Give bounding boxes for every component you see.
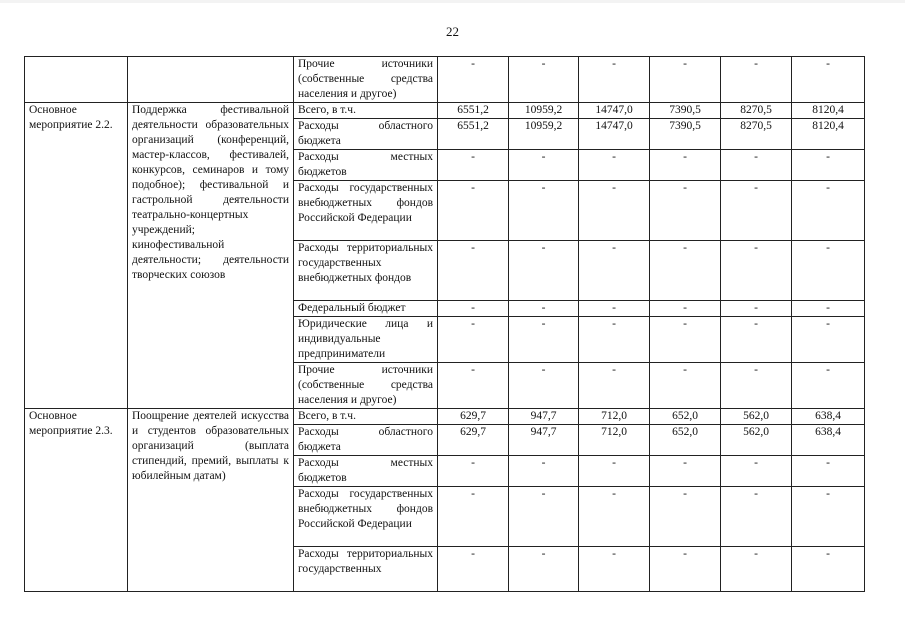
value-cell: -	[509, 317, 579, 363]
value-cell: -	[579, 57, 650, 103]
value-cell: -	[650, 363, 721, 409]
value-cell: -	[792, 181, 865, 241]
value-cell: -	[792, 241, 865, 301]
value-cell: -	[579, 301, 650, 317]
value-cell: 652,0	[650, 425, 721, 456]
value-cell: -	[650, 317, 721, 363]
value-cell: -	[721, 487, 792, 547]
funding-table	[24, 56, 865, 592]
value-cell: 947,7	[509, 425, 579, 456]
value-cell: -	[509, 241, 579, 301]
scan-edge	[0, 0, 905, 3]
table-row	[25, 103, 865, 119]
value-cell: -	[579, 547, 650, 592]
page-number: 22	[446, 24, 459, 39]
value-cell: 10959,2	[509, 119, 579, 150]
value-cell: -	[438, 150, 509, 181]
value-cell: -	[438, 241, 509, 301]
value-cell: -	[509, 57, 579, 103]
value-cell: -	[650, 57, 721, 103]
value-cell: 14747,0	[579, 119, 650, 150]
value-cell: -	[650, 150, 721, 181]
measure-description-cell: Поощрение деятелей искусства и студентов образовательных организаций (выплата стипендий, премий, выплаты к юбилейным датам)	[128, 409, 294, 592]
funding-source-cell: Юридические лица и индивидуальные предприниматели	[294, 317, 438, 363]
value-cell: 6551,2	[438, 119, 509, 150]
measure-description-cell	[128, 57, 294, 103]
value-cell: 947,7	[509, 409, 579, 425]
funding-source-cell: Расходы государственных внебюджетных фондов Российской Федерации	[294, 487, 438, 547]
value-cell: -	[579, 456, 650, 487]
value-cell: -	[650, 301, 721, 317]
measure-name-cell	[25, 57, 128, 103]
value-cell: -	[721, 150, 792, 181]
value-cell: 8270,5	[721, 103, 792, 119]
value-cell: -	[509, 487, 579, 547]
value-cell: -	[650, 456, 721, 487]
value-cell: -	[579, 241, 650, 301]
value-cell: 8120,4	[792, 119, 865, 150]
value-cell: -	[721, 181, 792, 241]
value-cell: 562,0	[721, 409, 792, 425]
value-cell: 638,4	[792, 425, 865, 456]
value-cell: -	[509, 150, 579, 181]
value-cell: -	[438, 181, 509, 241]
value-cell: -	[721, 317, 792, 363]
value-cell: -	[721, 241, 792, 301]
value-cell: -	[579, 317, 650, 363]
value-cell: 562,0	[721, 425, 792, 456]
funding-source-cell: Расходы государственных внебюджетных фондов Российской Федерации	[294, 181, 438, 241]
value-cell: 10959,2	[509, 103, 579, 119]
value-cell: -	[721, 301, 792, 317]
table-body	[25, 57, 865, 592]
value-cell: -	[579, 150, 650, 181]
value-cell: 7390,5	[650, 103, 721, 119]
funding-source-cell: Прочие источники (собственные средства населения и другое)	[294, 57, 438, 103]
funding-source-cell: Расходы областного бюджета	[294, 119, 438, 150]
value-cell: -	[438, 317, 509, 363]
value-cell: 7390,5	[650, 119, 721, 150]
value-cell: -	[509, 181, 579, 241]
value-cell: 14747,0	[579, 103, 650, 119]
funding-source-cell: Расходы областного бюджета	[294, 425, 438, 456]
value-cell: 6551,2	[438, 103, 509, 119]
funding-source-cell: Прочие источники (собственные средства населения и другое)	[294, 363, 438, 409]
funding-source-cell: Расходы местных бюджетов	[294, 150, 438, 181]
value-cell: -	[792, 487, 865, 547]
value-cell: -	[579, 487, 650, 547]
value-cell: -	[438, 301, 509, 317]
value-cell: -	[721, 57, 792, 103]
funding-source-cell: Федеральный бюджет	[294, 301, 438, 317]
funding-source-cell: Расходы территориальных государственных	[294, 547, 438, 592]
value-cell: -	[438, 456, 509, 487]
value-cell: 8270,5	[721, 119, 792, 150]
value-cell: -	[438, 547, 509, 592]
funding-source-cell: Расходы территориальных государственных внебюджетных фондов	[294, 241, 438, 301]
value-cell: -	[792, 547, 865, 592]
value-cell: 638,4	[792, 409, 865, 425]
value-cell: 629,7	[438, 425, 509, 456]
measure-description-cell: Поддержка фестивальной деятельности образовательных организаций (конференций, мастер-классов, фестивалей, конкурсов, семинаров и тому подобное); фестивальной и гастрольной деятельности театрально-концертных учреждений; кинофестивальной деятельности; деятельности творческих союзов	[128, 103, 294, 409]
value-cell: -	[792, 301, 865, 317]
table-row	[25, 409, 865, 425]
value-cell: -	[438, 57, 509, 103]
funding-source-cell: Всего, в т.ч.	[294, 103, 438, 119]
value-cell: -	[509, 363, 579, 409]
value-cell: 8120,4	[792, 103, 865, 119]
value-cell: -	[650, 547, 721, 592]
value-cell: -	[438, 363, 509, 409]
table-row	[25, 57, 865, 103]
value-cell: 652,0	[650, 409, 721, 425]
value-cell: -	[792, 456, 865, 487]
funding-source-cell: Всего, в т.ч.	[294, 409, 438, 425]
value-cell: 629,7	[438, 409, 509, 425]
value-cell: -	[721, 547, 792, 592]
value-cell: -	[509, 547, 579, 592]
funding-source-cell: Расходы местных бюджетов	[294, 456, 438, 487]
measure-name-cell: Основное мероприятие 2.3.	[25, 409, 128, 592]
value-cell: -	[509, 456, 579, 487]
value-cell: 712,0	[579, 425, 650, 456]
value-cell: -	[579, 363, 650, 409]
measure-name-cell: Основное мероприятие 2.2.	[25, 103, 128, 409]
value-cell: -	[792, 57, 865, 103]
value-cell: 712,0	[579, 409, 650, 425]
value-cell: -	[509, 301, 579, 317]
value-cell: -	[721, 456, 792, 487]
value-cell: -	[650, 181, 721, 241]
value-cell: -	[792, 150, 865, 181]
value-cell: -	[792, 317, 865, 363]
value-cell: -	[650, 241, 721, 301]
value-cell: -	[792, 363, 865, 409]
value-cell: -	[721, 363, 792, 409]
value-cell: -	[438, 487, 509, 547]
value-cell: -	[579, 181, 650, 241]
value-cell: -	[650, 487, 721, 547]
